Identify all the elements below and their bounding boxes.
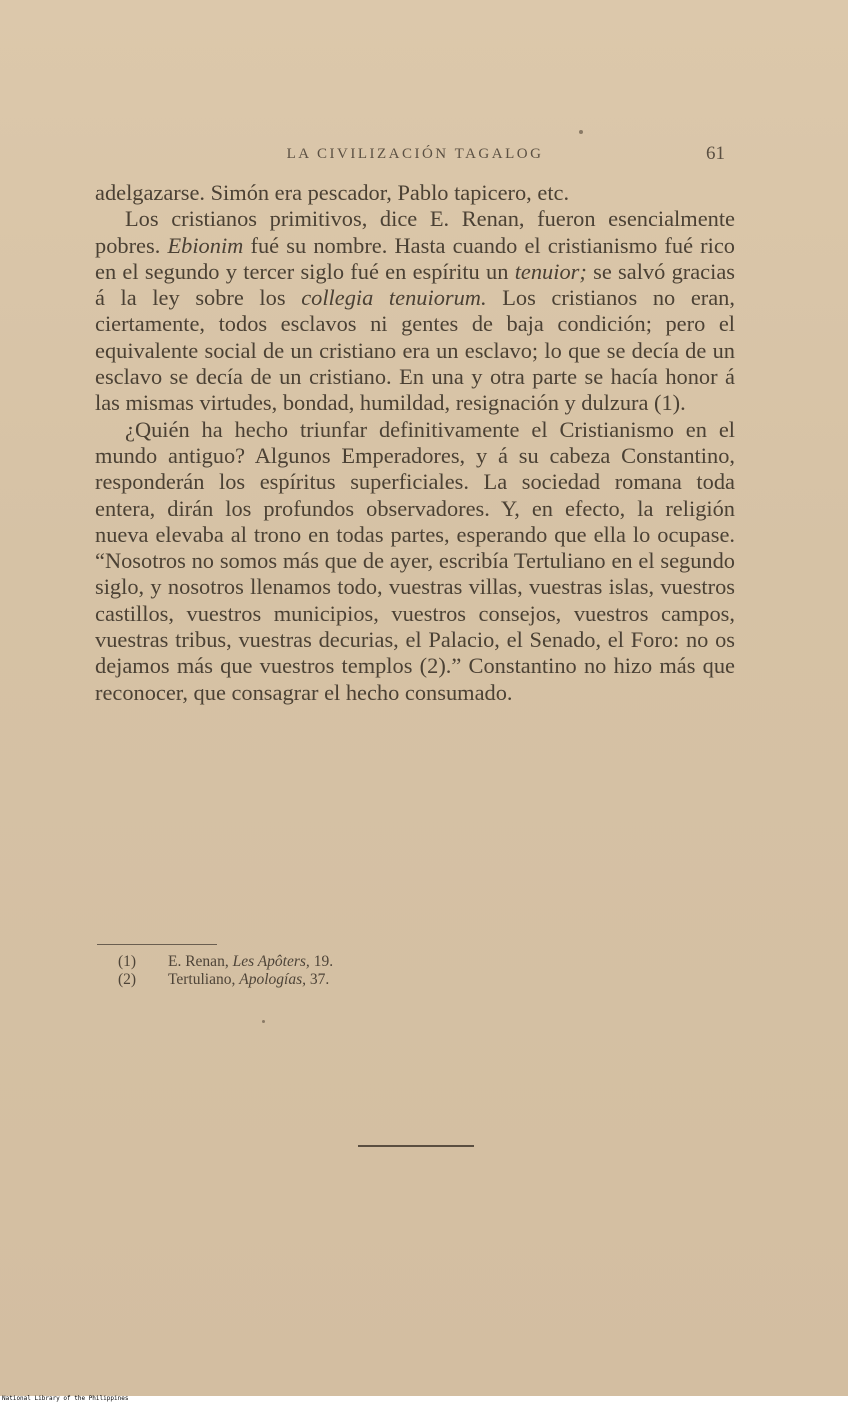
paragraph xyxy=(95,180,735,206)
text-run: fué su nombre. Hasta cuando el cristianismo fué rico en el segundo y tercer siglo fué en espíritu un xyxy=(95,232,735,284)
italic-text: Apologías, xyxy=(239,971,306,988)
body-text xyxy=(95,180,735,706)
text-run: Tertuliano, xyxy=(168,971,240,988)
text-run: 37. xyxy=(305,971,330,988)
library-credit-strip xyxy=(0,1396,848,1403)
italic-text: collegia tenuiorum. xyxy=(301,285,487,311)
running-head xyxy=(95,143,735,168)
running-title: LA CIVILIZACIÓN TAGALOG xyxy=(286,146,544,162)
footnote xyxy=(118,953,678,971)
text-run: Los cristianos no eran, ciertamente, todos esclavos ni gentes de baja condición; pero el equivalente social de un cristiano era un esclavo; lo que se decía de un esclavo se decía de un cristiano. En una y otra parte se hacía honor á las mismas virtudes, bondad, humildad, resignación y dulzura (1). xyxy=(95,285,735,416)
paper-speck xyxy=(262,1020,265,1023)
text-run: Los cristianos primitivos, dice E. Renan, fueron esencialmente pobres. xyxy=(95,206,735,258)
footnotes xyxy=(118,953,678,989)
italic-text: Les Apôters, xyxy=(232,953,310,970)
footnote-mark: (1) xyxy=(118,953,137,970)
library-credit: National Library of the Philippines xyxy=(2,1395,129,1402)
paragraph xyxy=(95,417,735,706)
page-number: 61 xyxy=(706,143,725,164)
footnote-mark: (2) xyxy=(118,971,137,988)
italic-text: Ebionim xyxy=(167,232,244,258)
text-run: E. Renan, xyxy=(168,953,233,970)
text-run: 19. xyxy=(309,953,334,970)
paragraph xyxy=(95,206,735,416)
paper-speck xyxy=(579,130,583,134)
text-run: ¿Quién ha hecho triunfar definitivamente el Cristianismo en el mundo antiguo? Algunos Emperadores, y á su cabeza Constantino, responderán los espíritus superficiales. La sociedad romana toda entera, dirán los profundos observadores. Y, en efecto, la religión nueva elevaba al trono en todas partes, esperando que ella lo ocupase. “Nosotros no somos más que de ayer, escribía Tertuliano en el segundo siglo, y nosotros llenamos todo, vuestras villas, vuestras islas, vuestros castillos, vuestros municipios, vuestros consejos, vuestros campos, vuestras tribus, vuestras decurias, el Palacio, el Senado, el Foro: no os dejamos más que vuestros templos (2).” Constantino no hizo más que reconocer, que consagrar el hecho consumado. xyxy=(95,416,735,705)
italic-text: tenuior; xyxy=(514,258,587,284)
footnote-divider xyxy=(97,944,217,945)
end-rule xyxy=(358,1145,474,1147)
text-run: se salvó gracias á la ley sobre los xyxy=(95,258,735,311)
footnote xyxy=(118,971,678,989)
text-run: adelgazarse. Simón era pescador, Pablo tapicero, etc. xyxy=(95,180,570,205)
